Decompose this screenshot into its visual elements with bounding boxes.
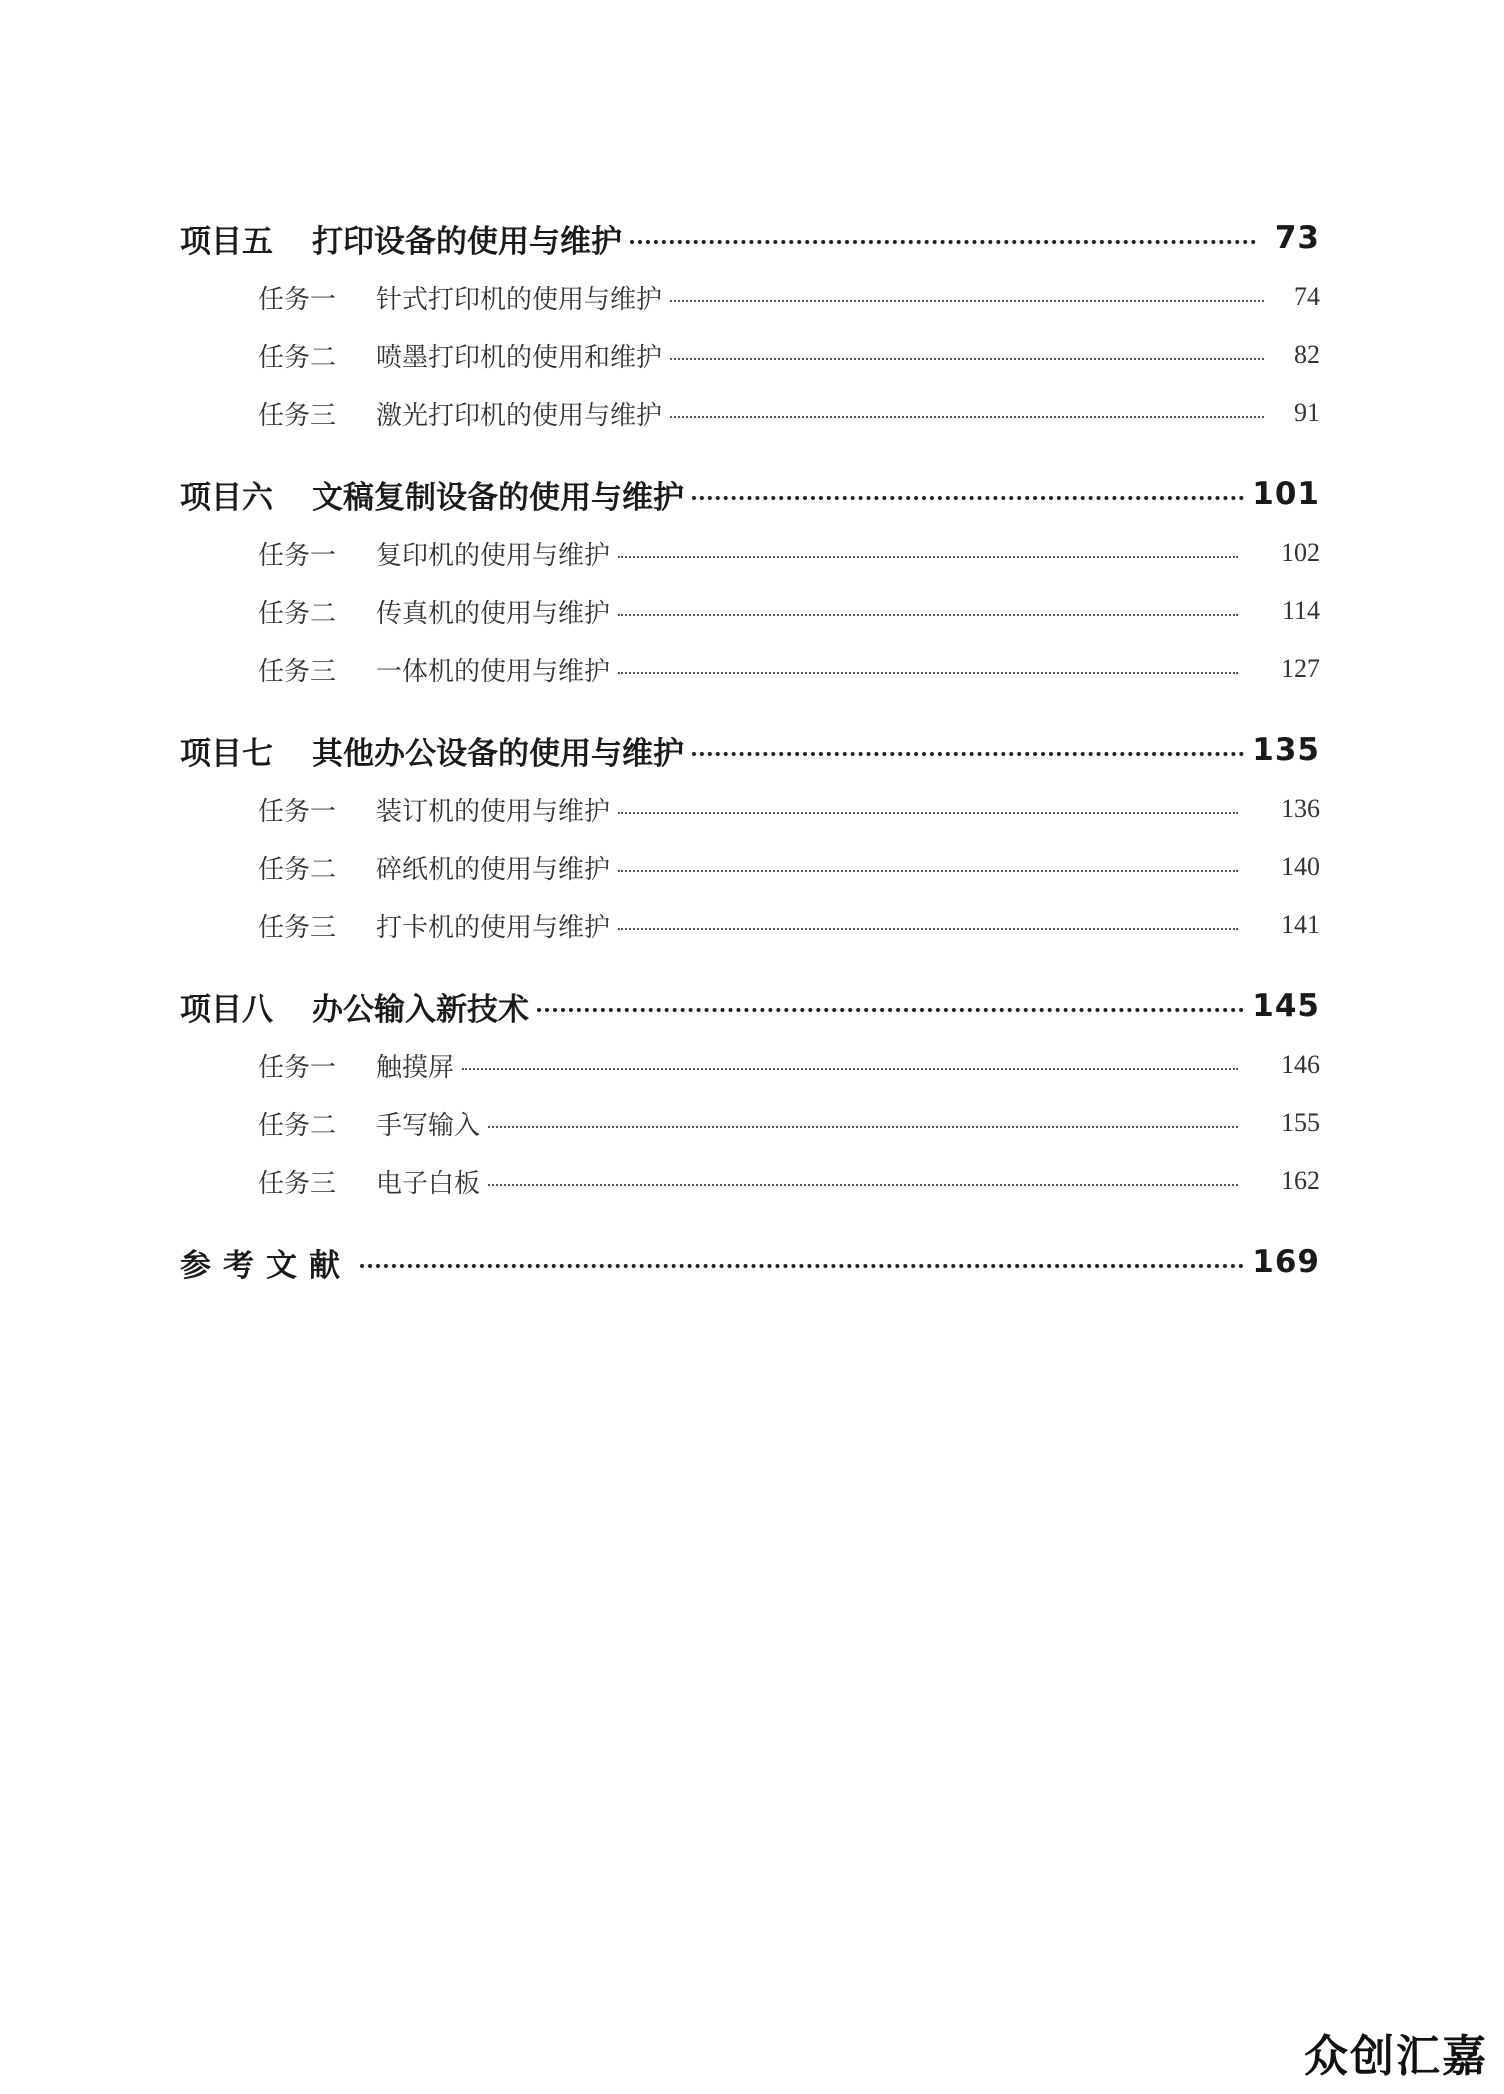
page-number: 145 [1252, 988, 1320, 1024]
dot-leader [618, 812, 1238, 814]
dot-leader [488, 1184, 1238, 1186]
dot-leader [618, 870, 1238, 872]
toc-task-row[interactable] [180, 326, 1320, 384]
page-number: 141 [1281, 910, 1320, 939]
dot-leader [670, 300, 1264, 302]
project-title: 文稿复制设备的使用与维护 [312, 479, 684, 516]
dot-leader [537, 1008, 1244, 1012]
task-number: 任务三 [258, 400, 337, 431]
dot-leader [630, 240, 1256, 244]
page-number: 114 [1281, 596, 1320, 625]
task-title: 电子白板 [376, 1168, 481, 1199]
task-title: 激光打印机的使用与维护 [376, 400, 663, 431]
page-number: 127 [1281, 654, 1320, 683]
task-number: 任务一 [258, 540, 337, 571]
task-number: 任务二 [258, 1110, 337, 1141]
project-title: 其他办公设备的使用与维护 [312, 735, 684, 772]
task-number: 任务二 [258, 342, 337, 373]
task-title: 一体机的使用与维护 [376, 656, 611, 687]
task-title: 碎纸机的使用与维护 [376, 854, 611, 885]
project-title: 办公输入新技术 [312, 991, 529, 1028]
toc-project-row[interactable] [180, 976, 1320, 1036]
task-number: 任务一 [258, 796, 337, 827]
project-number: 项目八 [180, 991, 273, 1028]
task-label [258, 1105, 480, 1142]
task-label [258, 337, 662, 374]
task-title: 针式打印机的使用与维护 [376, 284, 663, 315]
toc-project-row[interactable] [180, 464, 1320, 524]
dot-leader [618, 928, 1238, 930]
project-number: 项目五 [180, 223, 273, 260]
dot-leader [488, 1126, 1238, 1128]
task-title: 手写输入 [376, 1110, 481, 1141]
toc-project-row[interactable] [180, 208, 1320, 268]
toc-task-row[interactable] [180, 524, 1320, 582]
dot-leader [462, 1068, 1238, 1070]
task-number: 任务三 [258, 656, 337, 687]
project-label [180, 216, 622, 261]
task-title: 装订机的使用与维护 [376, 796, 611, 827]
page-number: 155 [1281, 1108, 1320, 1137]
toc-task-row[interactable] [180, 1036, 1320, 1094]
task-label [258, 395, 662, 432]
toc-task-row[interactable] [180, 838, 1320, 896]
task-label [258, 1163, 480, 1200]
page-number: 73 [1274, 220, 1320, 256]
task-number: 任务三 [258, 1168, 337, 1199]
task-label [258, 535, 610, 572]
references-title: 参考文献 [180, 1247, 352, 1284]
page-number: 82 [1294, 340, 1320, 369]
task-label [258, 651, 610, 688]
task-label [258, 907, 610, 944]
task-number: 任务二 [258, 854, 337, 885]
task-title: 喷墨打印机的使用和维护 [376, 342, 663, 373]
toc-task-row[interactable] [180, 268, 1320, 326]
task-title: 触摸屏 [376, 1052, 455, 1083]
dot-leader [692, 496, 1244, 500]
dot-leader [692, 752, 1244, 756]
toc-task-row[interactable] [180, 896, 1320, 954]
project-label [180, 472, 684, 517]
task-label [258, 279, 662, 316]
page-number: 91 [1294, 398, 1320, 427]
task-title: 复印机的使用与维护 [376, 540, 611, 571]
dot-leader [670, 358, 1264, 360]
toc-references-row[interactable] [180, 1232, 1320, 1292]
page-number: 146 [1281, 1050, 1320, 1079]
dot-leader [360, 1264, 1244, 1268]
toc-task-row[interactable] [180, 640, 1320, 698]
task-title: 打卡机的使用与维护 [376, 912, 611, 943]
page-number: 102 [1281, 538, 1320, 567]
page-number: 136 [1281, 794, 1320, 823]
task-label [258, 849, 610, 886]
project-label [180, 728, 684, 773]
task-label [258, 791, 610, 828]
page-number: 135 [1252, 732, 1320, 768]
toc-task-row[interactable] [180, 384, 1320, 442]
task-title: 传真机的使用与维护 [376, 598, 611, 629]
task-number: 任务二 [258, 598, 337, 629]
toc-task-row[interactable] [180, 1094, 1320, 1152]
task-number: 任务一 [258, 1052, 337, 1083]
dot-leader [618, 556, 1238, 558]
project-number: 项目七 [180, 735, 273, 772]
project-label [180, 984, 529, 1029]
project-title: 打印设备的使用与维护 [312, 223, 622, 260]
toc-task-row[interactable] [180, 1152, 1320, 1210]
task-label [258, 1047, 454, 1084]
table-of-contents [180, 208, 1320, 1292]
page-number: 162 [1281, 1166, 1320, 1195]
task-number: 任务一 [258, 284, 337, 315]
page-number: 140 [1281, 852, 1320, 881]
toc-task-row[interactable] [180, 780, 1320, 838]
toc-project-row[interactable] [180, 720, 1320, 780]
watermark-logo: 众创汇嘉 [1304, 2031, 1488, 2082]
page-number: 101 [1252, 476, 1320, 512]
page-number: 74 [1294, 282, 1320, 311]
dot-leader [618, 672, 1238, 674]
page-number: 169 [1252, 1244, 1320, 1280]
dot-leader [670, 416, 1264, 418]
task-label [258, 593, 610, 630]
toc-task-row[interactable] [180, 582, 1320, 640]
project-number: 项目六 [180, 479, 273, 516]
task-number: 任务三 [258, 912, 337, 943]
dot-leader [618, 614, 1238, 616]
